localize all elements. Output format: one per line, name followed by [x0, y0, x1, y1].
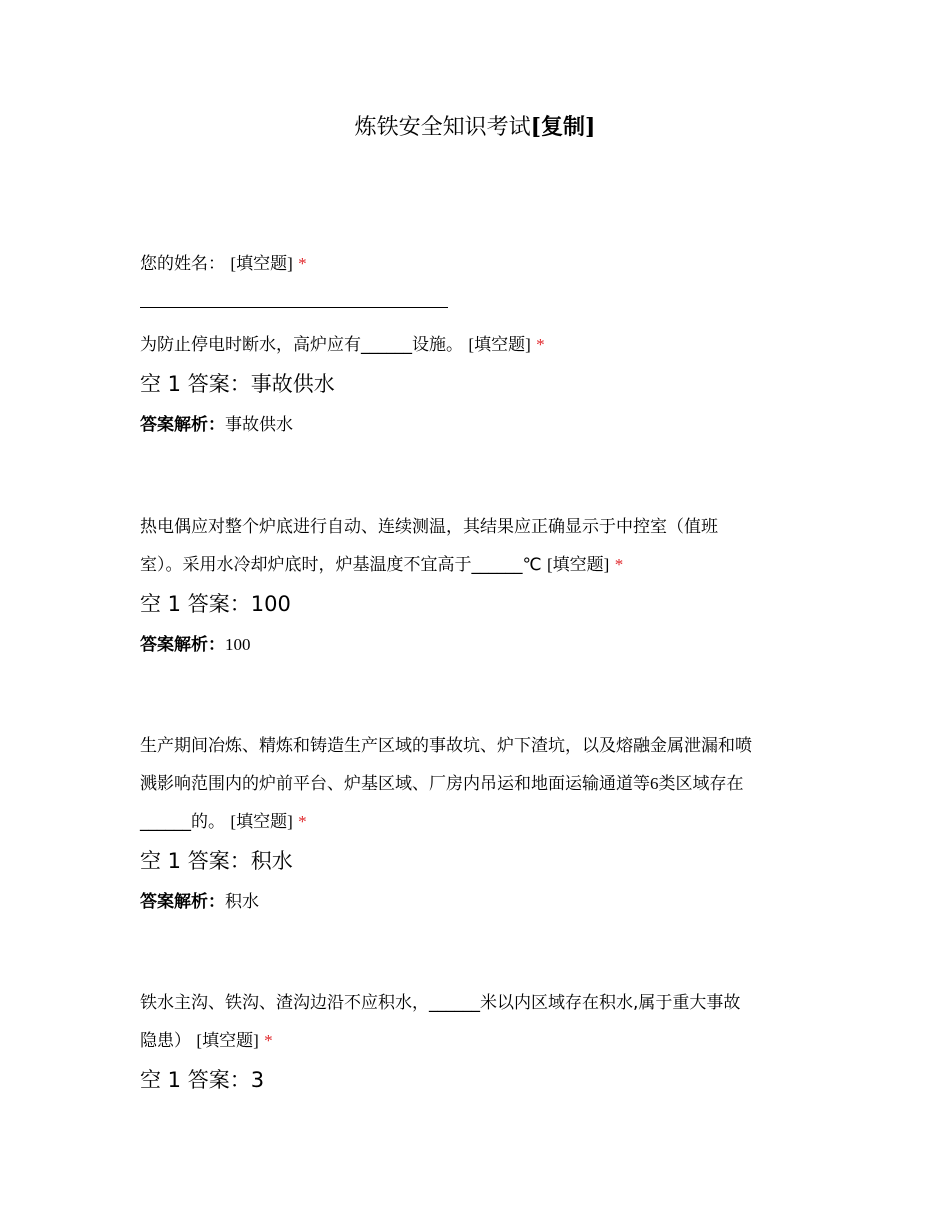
- name-input-line[interactable]: [140, 307, 448, 308]
- question-label-line2-post: 类区域存在: [658, 774, 744, 794]
- answer-label: 空 1 答案：: [140, 849, 251, 873]
- answer-line: [140, 364, 830, 404]
- analysis-value: 100: [225, 635, 251, 654]
- analysis-label: 答案解析：: [140, 892, 225, 912]
- question-name: [140, 245, 830, 283]
- answer-line: [140, 841, 830, 881]
- question-text: [140, 508, 830, 584]
- question-label-line1: 生产期间冶炼、精炼和铸造生产区域的事故坑、炉下渣坑，以及熔融金属泄漏和喷: [140, 736, 752, 756]
- question-5: [140, 984, 830, 1100]
- question-text: [140, 245, 830, 283]
- question-type: [填空题]: [196, 1031, 259, 1050]
- answer-value: 事故供水: [250, 372, 335, 396]
- answer-value: 3: [250, 1068, 265, 1092]
- question-text: [140, 326, 830, 364]
- question-label-line2-num: 6: [650, 774, 659, 793]
- analysis-line: [140, 624, 830, 666]
- question-label-line2: 隐患）: [140, 1031, 191, 1051]
- answer-line: [140, 1060, 830, 1100]
- required-mark: *: [298, 254, 307, 273]
- required-mark: *: [614, 555, 624, 574]
- required-mark: *: [536, 335, 545, 354]
- question-text: [140, 727, 830, 841]
- answer-label: 空 1 答案：: [140, 592, 251, 616]
- analysis-label: 答案解析：: [140, 635, 225, 655]
- question-text: [140, 984, 830, 1060]
- question-type: [填空题]: [547, 555, 610, 574]
- question-type: [填空题]: [230, 254, 293, 273]
- analysis-line: [140, 404, 830, 446]
- copy-tag: [复制]: [530, 114, 596, 140]
- question-label-line3: ______的。: [140, 812, 225, 832]
- answer-line: [140, 584, 830, 624]
- question-label-line2-pre: 溅影响范围内的炉前平台、炉基区域、厂房内吊运和地面运输通道等: [140, 774, 650, 794]
- question-type: [填空题]: [468, 335, 531, 354]
- answer-label: 空 1 答案：: [140, 372, 251, 396]
- answer-label: 空 1 答案：: [140, 1068, 251, 1092]
- question-label: 为防止停电时断水，高炉应有______设施。: [140, 335, 463, 355]
- analysis-value: 积水: [225, 892, 259, 912]
- question-4: [140, 727, 830, 923]
- question-label: 您的姓名：: [140, 254, 225, 274]
- question-label-line2: 室）。采用水冷却炉底时，炉基温度不宜高于______℃: [140, 555, 542, 575]
- answer-value: 100: [250, 592, 291, 616]
- question-type: [填空题]: [230, 812, 293, 831]
- question-2: [140, 326, 830, 446]
- survey-title: 炼铁安全知识考试: [354, 115, 531, 140]
- required-mark: *: [264, 1031, 273, 1050]
- required-mark: *: [298, 812, 307, 831]
- analysis-label: 答案解析：: [140, 415, 225, 435]
- analysis-line: [140, 881, 830, 923]
- answer-value: 积水: [250, 849, 293, 873]
- question-3: [140, 508, 830, 666]
- page-title: [0, 110, 950, 145]
- analysis-value: 事故供水: [225, 415, 293, 435]
- question-label-line1: 热电偶应对整个炉底进行自动、连续测温，其结果应正确显示于中控室（值班: [140, 517, 718, 537]
- question-label-line1: 铁水主沟、铁沟、渣沟边沿不应积水，______米以内区域存在积水,属于重大事故: [140, 993, 741, 1013]
